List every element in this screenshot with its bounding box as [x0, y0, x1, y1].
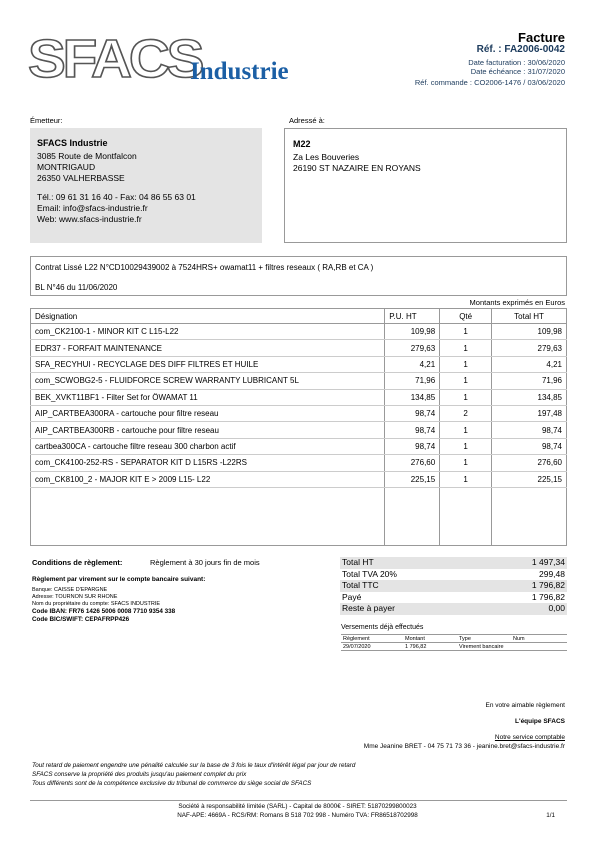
table-filler-cell [492, 487, 567, 545]
logo-industrie: Industrie [190, 58, 289, 85]
recipient-zip-city: 26190 ST NAZAIRE EN ROYANS [293, 163, 421, 173]
header-total: Total HT [492, 309, 567, 324]
footer-company: Société à responsabilité limitée (SARL) - Capital de 8000€ - SIRET: 51870299800023 [178, 803, 417, 810]
total-value: 1 796,82 [531, 591, 565, 602]
table-row [31, 422, 567, 438]
line-designation: com_CK4100-252-RS - SEPARATOR KIT D L15RS -L22RS [31, 455, 385, 471]
payments-header-row [341, 635, 567, 643]
line-total: 225,15 [492, 471, 567, 487]
payment-type: Virement bancaire [457, 643, 511, 651]
invoice-ref: Réf. : FA2006-0042 [476, 44, 565, 55]
line-total: 134,85 [492, 389, 567, 405]
table-row [31, 340, 567, 356]
bank-name: Banque: CAISSE D'EPARGNE [32, 587, 108, 593]
total-row [340, 603, 567, 615]
document-title: Facture [518, 30, 565, 45]
table-row [31, 356, 567, 372]
payments-header-num: Num [511, 635, 567, 643]
line-total: 276,60 [492, 455, 567, 471]
total-row [340, 592, 567, 604]
table-row [31, 324, 567, 340]
line-unit-price: 134,85 [385, 389, 440, 405]
line-quantity: 1 [440, 356, 492, 372]
legal-jurisdiction: Tous différents sont de la compétence exclusive du tribunal de commerce du siège social de SFACS [32, 780, 312, 787]
total-row [340, 557, 567, 569]
order-ref: Réf. commande : CO2006-1476 / 03/06/2020 [414, 78, 565, 87]
line-total: 197,48 [492, 405, 567, 421]
recipient-box [284, 128, 567, 243]
line-designation: com_SCWOBG2-5 - FLUIDFORCE SCREW WARRANTY LUBRICANT 5L [31, 373, 385, 389]
line-quantity: 1 [440, 373, 492, 389]
bank-title: Règlement par virement sur le compte bancaire suivant: [32, 576, 206, 583]
legal-penalty: Tout retard de paiement engendre une pénalité calculée sur la base de 3 fois le taux d'intérêt légal par jour de retard [32, 762, 356, 769]
table-row [31, 405, 567, 421]
table-row [31, 389, 567, 405]
line-designation: com_CK8100_2 - MAJOR KIT E > 2009 L15- L22 [31, 471, 385, 487]
total-label: Reste à payer [342, 603, 395, 613]
line-quantity: 2 [440, 405, 492, 421]
line-unit-price: 225,15 [385, 471, 440, 487]
emitter-box [30, 128, 262, 243]
payment-num [511, 643, 567, 651]
line-unit-price: 98,74 [385, 422, 440, 438]
emitter-name: SFACS Industrie [37, 138, 108, 148]
line-quantity: 1 [440, 438, 492, 454]
line-quantity: 1 [440, 471, 492, 487]
line-unit-price: 276,60 [385, 455, 440, 471]
total-value: 1 796,82 [531, 580, 565, 590]
total-label: Total HT [342, 557, 374, 567]
currency-note: Montants exprimés en Euros [469, 298, 565, 307]
header-quantity: Qté [440, 309, 492, 324]
payment-terms-value: Règlement à 30 jours fin de mois [150, 558, 260, 567]
table-filler-row [31, 487, 567, 545]
table-header-row [31, 309, 567, 324]
emitter-phone: Tél.: 09 61 31 16 40 - Fax: 04 86 55 63 01 [37, 192, 196, 202]
payments-title: Versements déjà effectués [341, 624, 424, 631]
line-unit-price: 109,98 [385, 324, 440, 340]
line-designation: EDR37 - FORFAIT MAINTENANCE [31, 340, 385, 356]
recipient-name: M22 [293, 139, 311, 149]
line-total: 98,74 [492, 438, 567, 454]
footer-registration: NAF-APE: 4669A - RCS/RM: Romans B 518 702 998 - Numéro TVA: FR86518702998 [177, 812, 418, 819]
line-quantity: 1 [440, 455, 492, 471]
emitter-zip-city: 26350 VALHERBASSE [37, 173, 125, 183]
line-quantity: 1 [440, 340, 492, 356]
total-label: Total TVA 20% [342, 568, 397, 579]
payments-header-type: Type [457, 635, 511, 643]
payments-header-amount: Montant [403, 635, 457, 643]
emitter-email[interactable]: Email: info@sfacs-industrie.fr [37, 203, 148, 213]
line-designation: SFA_RECYHUI - RECYCLAGE DES DIFF FILTRES ET HUILE [31, 356, 385, 372]
signature-team: L'équipe SFACS [515, 718, 565, 725]
accounting-service: Notre service comptable [494, 734, 565, 741]
payment-row [341, 643, 567, 651]
line-unit-price: 279,63 [385, 340, 440, 356]
accounting-contact: Mme Jeanine BRET - 04 75 71 73 36 - jeanine.bret@sfacs-industrie.fr [363, 743, 565, 750]
delivery-note: BL N°46 du 11/06/2020 [35, 283, 118, 292]
line-unit-price: 71,96 [385, 373, 440, 389]
line-quantity: 1 [440, 324, 492, 340]
header-designation: Désignation [31, 309, 385, 324]
line-total: 279,63 [492, 340, 567, 356]
payments-header-date: Règlement [341, 635, 403, 643]
total-label: Total TTC [342, 580, 379, 590]
line-unit-price: 98,74 [385, 438, 440, 454]
line-total: 4,21 [492, 356, 567, 372]
total-label: Payé [342, 591, 362, 602]
emitter-address: 3085 Route de Montfalcon [37, 151, 137, 161]
total-row [340, 580, 567, 592]
page-number: 1/1 [546, 812, 555, 819]
line-designation: AIP_CARTBEA300RA - cartouche pour filtre reseau [31, 405, 385, 421]
line-unit-price: 98,74 [385, 405, 440, 421]
payment-amount: 1 796,82 [403, 643, 457, 651]
table-row [31, 373, 567, 389]
table-filler-cell [385, 487, 440, 545]
bank-iban: Code IBAN: FR76 1426 5006 0008 7710 9354 338 [32, 608, 176, 615]
invoice-date: Date facturation : 30/06/2020 [468, 58, 565, 67]
bank-address: Adresse: TOURNON SUR RHONE [32, 594, 118, 600]
legal-ownership: SFACS conserve la propriété des produits jusqu'au paiement complet du prix [32, 771, 247, 778]
table-filler-cell [440, 487, 492, 545]
due-date: Date échéance : 31/07/2020 [470, 67, 565, 76]
total-value: 0,00 [548, 603, 565, 613]
closing-greeting: En votre aimable règlement [485, 702, 565, 709]
line-designation: cartbea300CA - cartouche filtre reseau 300 charbon actif [31, 438, 385, 454]
line-designation: BEK_XVKT11BF1 - Filter Set for ÖWAMAT 11 [31, 389, 385, 405]
contract-box [30, 256, 567, 296]
table-row [31, 438, 567, 454]
line-designation: com_CK2100-1 - MINOR KIT C L15-L22 [31, 324, 385, 340]
logo-sfacs: SFACS [28, 29, 202, 89]
emitter-city: MONTRIGAUD [37, 162, 96, 172]
header-unit-price: P.U. HT [385, 309, 440, 324]
emitter-label: Émetteur: [30, 116, 63, 125]
bank-bic: Code BIC/SWIFT: CEPAFRPP426 [32, 616, 130, 623]
contract-line: Contrat Lissé L22 N°CD10029439002 à 7524HRS+ owamat11 + filtres reseaux ( RA,RB et CA ) [35, 263, 374, 272]
table-row [31, 471, 567, 487]
total-value: 1 497,34 [531, 557, 565, 567]
line-unit-price: 4,21 [385, 356, 440, 372]
invoice-lines-table [30, 308, 567, 546]
payment-terms-label: Conditions de règlement: [32, 558, 123, 567]
payment-date: 29/07/2020 [341, 643, 403, 651]
line-quantity: 1 [440, 389, 492, 405]
payments-table [341, 634, 567, 651]
emitter-web[interactable]: Web: www.sfacs-industrie.fr [37, 214, 142, 224]
line-quantity: 1 [440, 422, 492, 438]
line-total: 109,98 [492, 324, 567, 340]
recipient-address: Za Les Bouveries [293, 152, 360, 162]
line-total: 98,74 [492, 422, 567, 438]
total-row [340, 569, 567, 581]
table-row [31, 455, 567, 471]
total-value: 299,48 [539, 568, 565, 579]
table-filler-cell [31, 487, 385, 545]
line-total: 71,96 [492, 373, 567, 389]
totals-block [340, 557, 567, 615]
recipient-label: Adressé à: [289, 116, 325, 125]
bank-owner: Nom du propriétaire du compte: SFACS INDUSTRIE [32, 601, 161, 607]
footer-divider [30, 800, 567, 801]
line-designation: AIP_CARTBEA300RB - cartouche pour filtre reseau [31, 422, 385, 438]
